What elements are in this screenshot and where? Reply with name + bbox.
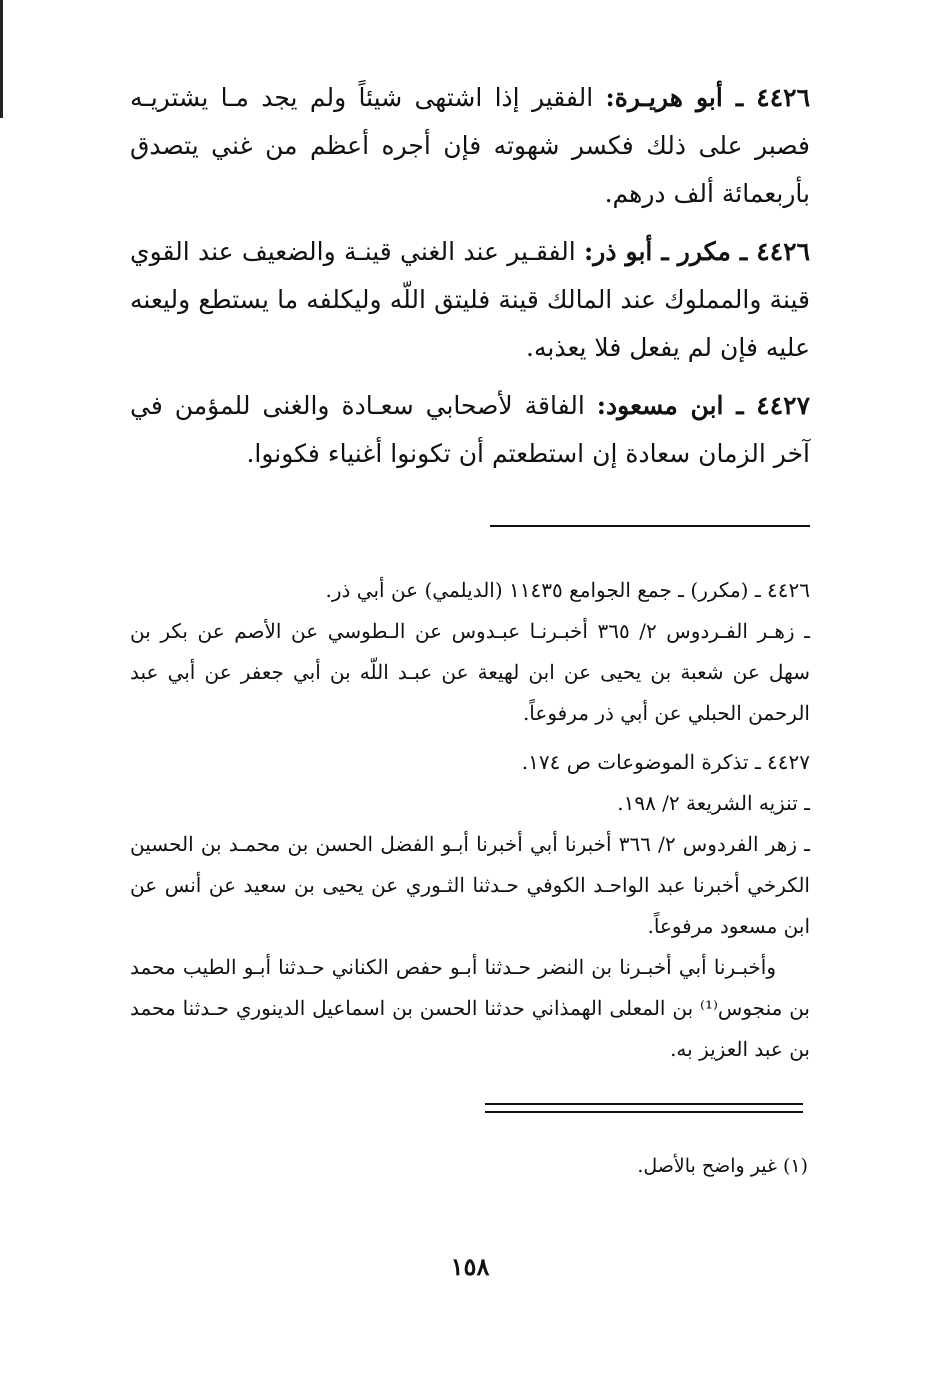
footnote: (١) غير واضح بالأصل. (637, 1155, 808, 1177)
entry-heading: ٤٤٢٦ ـ مكرر ـ أبو ذر: (584, 237, 811, 266)
note-line: ـ زهر الفردوس ٢/ ٣٦٦ أخبرنا أبي أخبرنا أبـو الفضل الحسن بن محمـد بن الحسين الكرخي أخبرنا عبد الواحـد الكوفي حـدثنا الثـوري عن يحيى بن سعيد عن أنس عن ابن مسعود مرفوعاً. (130, 832, 810, 938)
entry-heading: ٤٤٢٦ ـ أبو هريـرة: (605, 83, 811, 112)
note-line: ٤٤٢٧ ـ تذكرة الموضوعات ص ١٧٤. (521, 750, 810, 774)
note-line: ـ تنزيه الشريعة ٢/ ١٩٨. (617, 791, 810, 815)
note-line: ٤٤٢٦ ـ (مكرر) ـ جمع الجوامع ١١٤٣٥ (الديلمي) عن أبي ذر. (325, 578, 810, 602)
entry-text: الفقير إذا اشتهى شيئاً ولم يجد مـا يشتريـه فصبر على ذلك فكسر شهوته فإن أجره أعظم من غني يتصدق بأربعمائة ألف درهم. (130, 83, 810, 208)
footnote-divider (485, 1103, 803, 1113)
main-text (130, 74, 810, 488)
hadith-entry (130, 382, 810, 478)
entry-text: الفاقة لأصحابي سعـادة والغنى للمؤمن في آخر الزمان سعادة إن استطعتم أن تكونوا أغنياء فكونوا. (130, 391, 810, 468)
hadith-entry (130, 228, 810, 372)
scan-edge-mark (0, 0, 3, 118)
note-line: ـ زهـر الفـردوس ٢/ ٣٦٥ أخبـرنـا عبـدوس عن الـطوسي عن الأصم عن بكر بن سهل عن شعبة بن يحيى عن ابن لهيعة عن عبـد اللّه بن أبي جعفر عن أبي عبد الرحمن الحبلي عن أبي ذر مرفوعاً. (130, 619, 810, 725)
entry-text: الفقـير عند الغني قينـة والضعيف عند القوي قينة والمملوك عند المالك قينة فليتق اللّه وليكلفه ما يستطع وليعنه عليه فإن لم يفعل فلا يعذبه. (130, 237, 810, 362)
section-divider (490, 525, 810, 527)
notes-section (130, 570, 810, 1070)
entry-heading: ٤٤٢٧ ـ ابن مسعود: (596, 391, 810, 420)
note-line: وأخبـرنا أبي أخبـرنا بن النضر حـدثنا أبـو حفص الكناني حـدثنا أبـو الطيب محمد بن منجوس⁽¹⁾ بن المعلى الهمذاني حدثنا الحسن بن اسماعيل الدينوري حـدثنا محمد بن عبد العزيز به. (130, 955, 810, 1061)
page-number: ١٥٨ (450, 1252, 490, 1281)
hadith-entry (130, 74, 810, 218)
